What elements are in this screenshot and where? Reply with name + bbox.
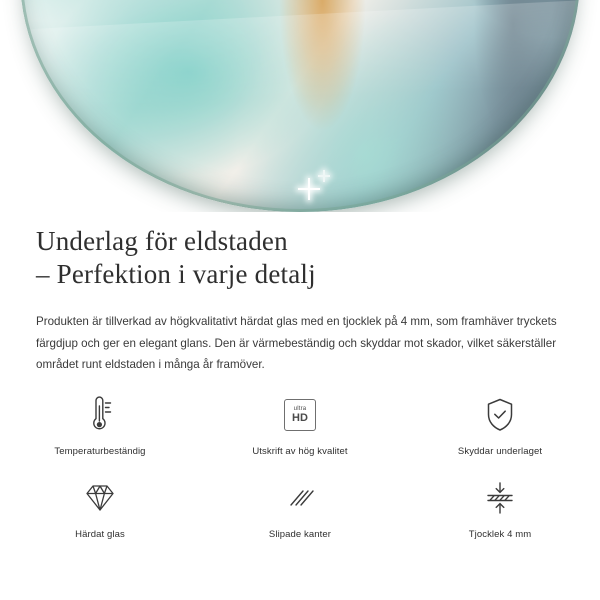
polished-edges-icon [282, 475, 318, 521]
feature-label: Härdat glas [75, 529, 125, 540]
feature-label: Skyddar underlaget [457, 446, 543, 457]
feature-item-polished-edges [200, 475, 400, 540]
feature-label: Temperaturbeständig [54, 446, 146, 457]
feature-label: Utskrift av hög kvalitet [252, 446, 348, 457]
diamond-icon [81, 475, 119, 521]
feature-list [0, 392, 600, 540]
shield-check-icon [483, 392, 517, 438]
feature-item-tempered-glass [0, 475, 200, 540]
page-title-line-2: – Perfektion i varje detalj [36, 259, 316, 289]
feature-label: Tjocklek 4 mm [468, 529, 532, 540]
feature-item-surface-protection [400, 392, 600, 457]
hero-image [0, 0, 600, 212]
ultra-hd-badge-bottom: HD [292, 412, 308, 424]
page-title-line-1: Underlag för eldstaden [36, 226, 288, 256]
round-glass-plate-image [20, 0, 580, 212]
ultra-hd-badge-top: ultra [293, 406, 307, 412]
feature-label: Slipade kanter [268, 529, 332, 540]
thickness-arrows-icon [482, 475, 518, 521]
feature-item-temperature-resistant [0, 392, 200, 457]
feature-item-thickness [400, 475, 600, 540]
feature-item-print-quality [200, 392, 400, 457]
page-title [0, 225, 600, 291]
thermometer-icon [83, 392, 117, 438]
ultra-hd-icon [284, 392, 316, 438]
product-description-text: Produkten är tillverkad av högkvalitativt härdat glas med en tjocklek på 4 mm, som framhäver tryckets färgdjup och ger en elegant glans. Den är värmebeständig och skyddar mot skador, vilket säkerställer området runt eldstaden i många år framöver. [36, 315, 557, 371]
product-description-block [0, 225, 600, 376]
